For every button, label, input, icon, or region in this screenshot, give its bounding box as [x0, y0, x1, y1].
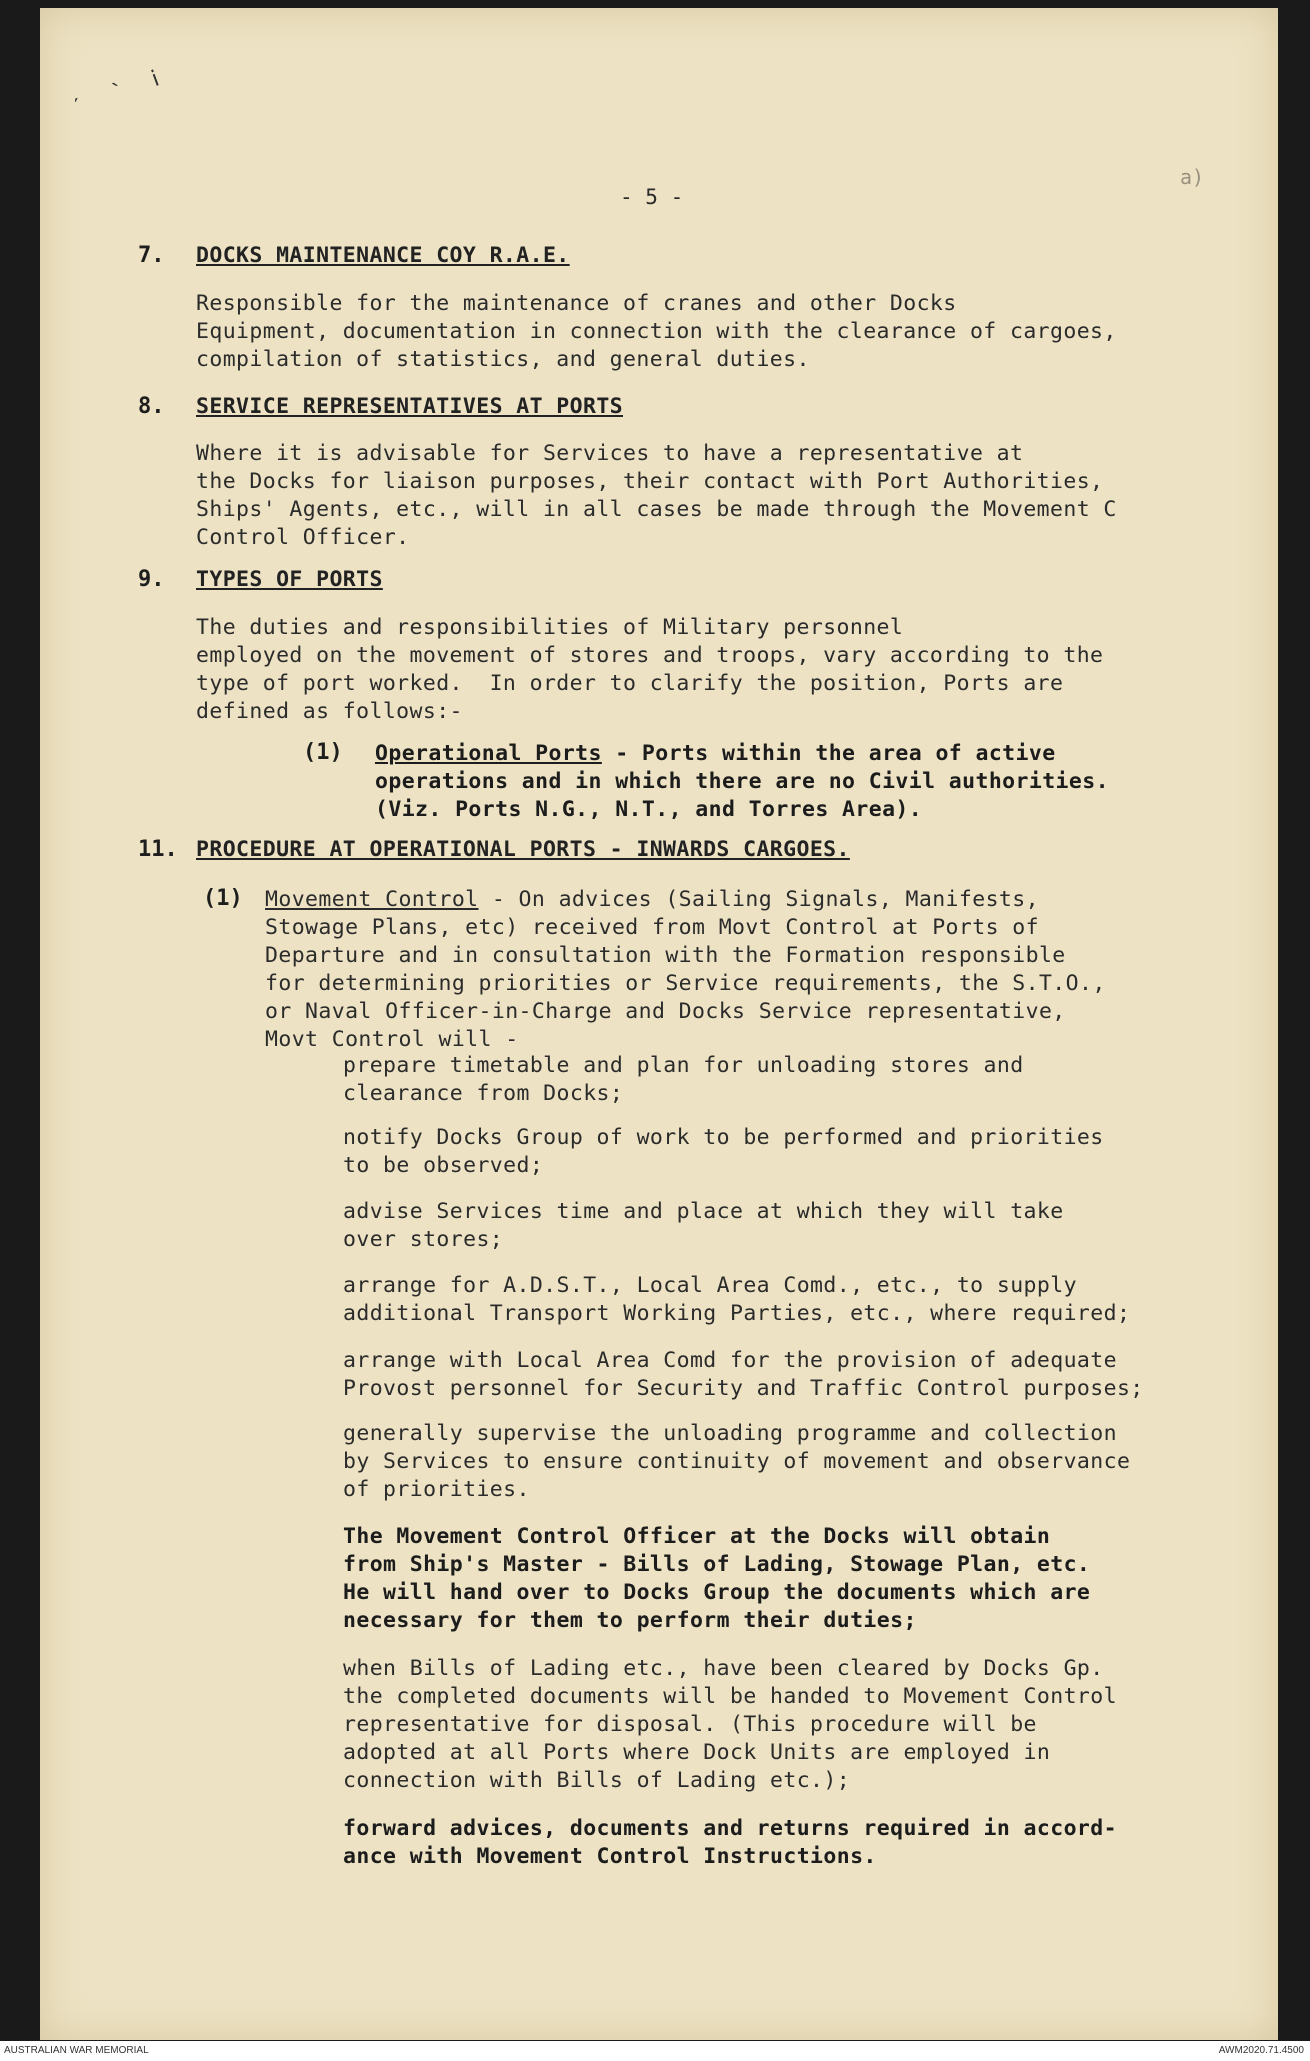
section-9-sub-item — [375, 740, 1109, 824]
duty-item: notify Docks Group of work to be performed and priorities to be observed; — [343, 1125, 1104, 1178]
section-8-number: 8. — [138, 394, 165, 419]
footer-institution: AUSTRALIAN WAR MEMORIAL — [4, 2045, 149, 2056]
pencil-marks: ˊ ` ⅰ — [68, 63, 171, 122]
section-9-sub-label: (1) — [303, 740, 343, 765]
section-9-paragraph: The duties and responsibilities of Military personnel employed on the movement of stores and troops, vary according to the type of port worked. In order to clarify the position, Ports are defined as follows:- — [196, 615, 1104, 724]
section-8-heading: SERVICE REPRESENTATIVES AT PORTS — [196, 394, 624, 419]
movement-control-text: - On advices (Sailing Signals, Manifests, Stowage Plans, etc) received from Movt Control at Ports of Departure and in consultation with the Formation responsible for determining priorities or Service requirements, the S.T.O., or Naval Officer-in-Charge and Docks Service representative, Movt Control will - — [265, 887, 1106, 1052]
operational-ports-heading: Operational Ports — [375, 741, 602, 766]
section-11-heading: PROCEDURE AT OPERATIONAL PORTS - INWARDS CARGOES. — [196, 837, 850, 862]
duty-item: prepare timetable and plan for unloading stores and clearance from Docks; — [343, 1053, 1024, 1106]
section-9-heading: TYPES OF PORTS — [196, 567, 383, 592]
movement-control-heading: Movement Control — [265, 887, 479, 912]
section-11-number: 11. — [138, 837, 178, 862]
section-7-heading: DOCKS MAINTENANCE COY R.A.E. — [196, 243, 570, 268]
operational-ports-text: - Ports within the area of active operations and in which there are no Civil authorities. (Viz. Ports N.G., N.T., and Torres Area). — [375, 741, 1109, 822]
section-11-sub-label: (1) — [203, 886, 243, 911]
section-7-paragraph: Responsible for the maintenance of cranes and other Docks Equipment, documentation in connection with the clearance of cargoes, compilation of statistics, and general duties. — [196, 291, 1117, 372]
section-11-sub-item — [265, 886, 1106, 1054]
duty-item: The Movement Control Officer at the Docks will obtain from Ship's Master - Bills of Lading, Stowage Plan, etc. He will hand over to Docks Group the documents which are necessary for them to perform their duties; — [343, 1524, 1091, 1633]
section-8-paragraph: Where it is advisable for Services to have a representative at the Docks for liaison purposes, their contact with Port Authorities, Ships' Agents, etc., will in all cases be made through the Movement C Control Officer. — [196, 441, 1117, 550]
corner-annotation: a) — [1180, 165, 1205, 189]
page-number: - 5 - — [620, 185, 684, 209]
duty-item: when Bills of Lading etc., have been cleared by Docks Gp. the completed documents will be handed to Movement Control representative for disposal. (This procedure will be adopted at all Ports where Dock Units are employed in connection with Bills of Lading etc.); — [343, 1656, 1117, 1793]
duty-item: advise Services time and place at which they will take over stores; — [343, 1199, 1064, 1252]
section-9-number: 9. — [138, 567, 165, 592]
duty-item: arrange with Local Area Comd for the provision of adequate Provost personnel for Security and Traffic Control purposes; — [343, 1348, 1144, 1401]
duty-item: generally supervise the unloading programme and collection by Services to ensure continuity of movement and observance of priorities. — [343, 1421, 1131, 1502]
section-7-number: 7. — [138, 243, 165, 268]
duty-item: arrange for A.D.S.T., Local Area Comd., etc., to supply additional Transport Working Parties, etc., where required; — [343, 1273, 1131, 1326]
archive-footer — [0, 2041, 1310, 2061]
footer-reference: AWM2020.71.4500 — [1218, 2045, 1304, 2056]
duty-item: forward advices, documents and returns required in accord- ance with Movement Control Instructions. — [343, 1816, 1117, 1869]
